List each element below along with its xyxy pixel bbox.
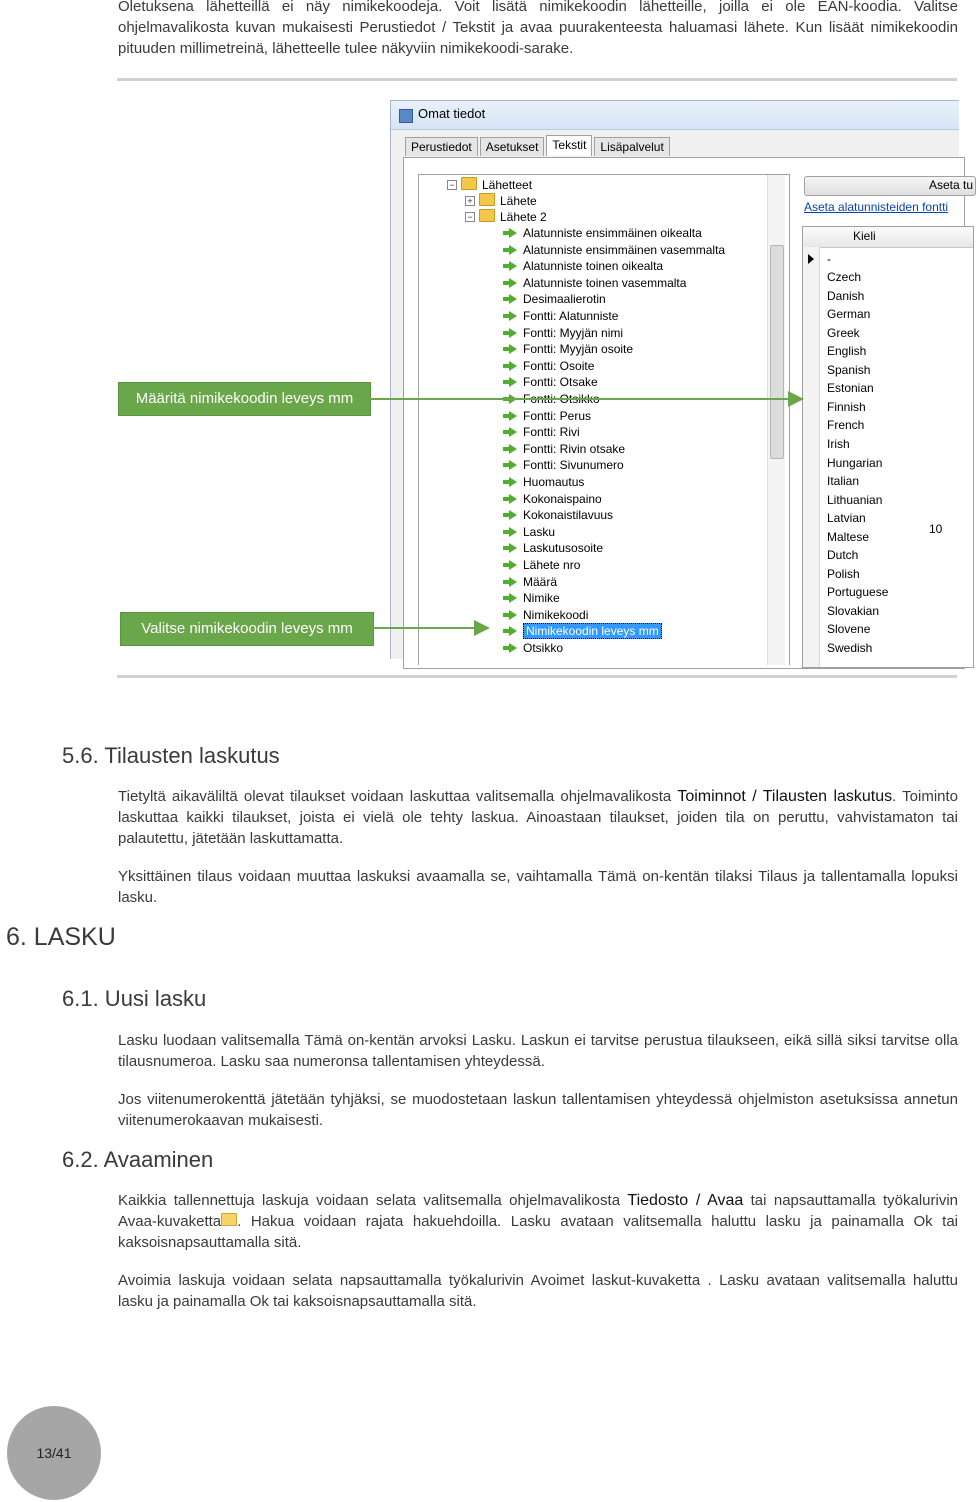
tree-item[interactable]	[503, 607, 588, 623]
text-tree	[418, 174, 790, 665]
green-arrow-icon	[509, 593, 517, 603]
tree-item[interactable]	[503, 640, 563, 656]
text-span: tai napsauttamalla työkalurivin Avaa-kuvaketta	[118, 1192, 959, 1230]
window-icon	[399, 109, 413, 123]
grid-row-language[interactable]: Danish	[827, 288, 865, 303]
grid-row-language[interactable]: Irish	[827, 436, 850, 451]
tree-item[interactable]	[503, 242, 725, 258]
grid-row-language[interactable]: Czech	[827, 270, 862, 284]
grid-row-language[interactable]: Maltese	[827, 529, 870, 544]
top-divider	[117, 78, 957, 81]
tree-item[interactable]	[503, 258, 663, 274]
menu-separator: /	[688, 1192, 708, 1209]
tree-item[interactable]	[503, 341, 633, 357]
grid-header-label: Kieli	[853, 229, 876, 243]
tree-item[interactable]	[503, 325, 623, 341]
green-arrow-icon	[509, 610, 517, 620]
grid-row-language[interactable]: Spanish	[827, 362, 871, 377]
grid-row-language[interactable]: Estonian	[827, 381, 874, 396]
grid-row-language[interactable]: German	[827, 307, 871, 322]
grid-row-language[interactable]: Slovakian	[827, 603, 880, 618]
menu-separator: /	[745, 788, 763, 805]
tree-node-label: Lähete	[500, 194, 537, 208]
section-5-6-p1	[118, 786, 958, 849]
tree-root-label: Lähetteet	[482, 178, 533, 192]
green-arrow-icon	[509, 294, 517, 304]
green-arrow-icon	[509, 460, 517, 470]
grid-row-default[interactable]: -	[827, 252, 831, 266]
tree-item[interactable]	[503, 457, 624, 473]
green-arrow-icon	[509, 361, 517, 371]
tree-item-label: Lähete nro	[523, 558, 581, 572]
green-arrow-icon	[509, 427, 517, 437]
grid-row-language[interactable]: Slovene	[827, 622, 871, 637]
section-6-1-p1: Lasku luodaan valitsemalla Tämä on-kentän arvoksi Lasku. Laskun ei tarvitse perustua tilaukseen, eikä sillä siksi tarvitse olla tilausnumeroa. Lasku saa numeronsa tallentamisen yhteydessä.	[118, 1032, 958, 1070]
grid-row-language[interactable]: Latvian	[827, 511, 866, 526]
heading-5-6: 5.6. Tilausten laskutus	[62, 743, 280, 768]
menu-keyword: Tiedosto	[627, 1192, 689, 1209]
tree-item[interactable]	[503, 374, 598, 390]
green-arrow-icon	[509, 477, 517, 487]
green-arrow-icon	[509, 577, 517, 587]
tree-item-label: Alatunniste ensimmäinen oikealta	[523, 226, 702, 240]
set-footer-button-label: Aseta tu	[929, 178, 974, 192]
green-arrow-icon	[509, 394, 517, 404]
green-arrow-icon	[509, 411, 517, 421]
grid-row-language[interactable]: Italian	[827, 474, 860, 489]
tree-item[interactable]	[503, 291, 606, 307]
tree-item-label: Kokonaispaino	[523, 491, 602, 506]
folder-icon	[461, 177, 477, 190]
tree-item-label: Fontti: Perus	[523, 408, 592, 423]
grid-row-language[interactable]: Finnish	[827, 399, 866, 414]
set-footer-font-link[interactable]: Aseta alatunnisteiden fontti	[804, 200, 949, 214]
tree-item-label: Fontti: Rivi	[523, 425, 580, 440]
section-6-1-p2: Jos viitenumerokenttä jätetään tyhjäksi, se muodostetaan laskun tallentamisen yhteydessä ohjelmiston asetuksissa annetun viitenumerokaavan mukaisesti.	[118, 1091, 958, 1129]
green-arrow-icon	[509, 543, 517, 553]
tree-item-label: Alatunniste toinen vasemmalta	[523, 275, 687, 290]
grid-row-language[interactable]: Polish	[827, 566, 860, 581]
tree-item[interactable]	[503, 590, 560, 606]
tree-item-label: Nimikekoodi	[523, 607, 589, 622]
page-number: 13/41	[7, 1406, 101, 1500]
tree-item-label: Desimaalierotin	[523, 292, 606, 307]
tree-item-label: Huomautus	[523, 475, 585, 489]
tab-asetukset[interactable]: Asetukset	[480, 137, 545, 156]
heading-6-1: 6.1. Uusi lasku	[62, 986, 207, 1011]
tree-item[interactable]	[503, 391, 600, 407]
tree-item-label: Alatunniste toinen oikealta	[523, 259, 664, 274]
tree-node-label: Lähete 2	[500, 210, 547, 224]
tree-item[interactable]	[503, 540, 603, 556]
tree-scrollbar[interactable]	[767, 175, 785, 665]
text-span: Tietyltä aikaväliltä olevat tilaukset voidaan laskuttaa valitsemalla ohjelmavalikosta	[118, 788, 678, 805]
folder-icon	[479, 193, 495, 206]
grid-row-language[interactable]: Portuguese	[827, 585, 889, 600]
tree-item-label: Fontti: Rivin otsake	[523, 441, 626, 456]
grid-row-language[interactable]: Lithuanian	[827, 492, 883, 507]
tree-item[interactable]	[503, 524, 555, 540]
expand-icon[interactable]: +	[465, 196, 475, 206]
green-arrow-icon	[509, 377, 517, 387]
tree-item[interactable]	[503, 491, 602, 507]
green-arrow-icon	[509, 510, 517, 520]
tree-item-label: Määrä	[523, 574, 558, 589]
intro-paragraph	[118, 0, 958, 59]
collapse-icon[interactable]: −	[465, 212, 475, 222]
grid-row-language[interactable]: Swedish	[827, 641, 873, 655]
section-5-6-body	[118, 786, 958, 908]
tab-panel	[403, 157, 974, 669]
tree-item[interactable]	[503, 441, 625, 457]
tree-item-label: Nimikekoodin leveys mm	[523, 623, 662, 639]
tree-item[interactable]	[503, 275, 686, 291]
callout-select-width: Valitse nimikekoodin leveys mm	[120, 612, 374, 646]
tree-item[interactable]	[503, 623, 662, 639]
green-arrow-icon	[509, 643, 517, 653]
tab-strip	[405, 135, 672, 157]
tree-item-label: Nimike	[523, 591, 560, 606]
green-arrow-icon	[509, 228, 517, 238]
heading-6-2: 6.2. Avaaminen	[62, 1147, 214, 1172]
green-arrow-icon	[509, 278, 517, 288]
green-arrow-icon	[509, 344, 517, 354]
menu-keyword: Avaa	[707, 1192, 744, 1209]
green-arrow-icon	[509, 311, 517, 321]
tree-item-label: Alatunniste ensimmäinen vasemmalta	[523, 242, 726, 257]
language-grid	[802, 226, 974, 668]
tree-item[interactable]	[503, 408, 591, 424]
set-footer-button[interactable]	[804, 176, 976, 196]
tree-item-label: Otsikko	[523, 641, 564, 655]
tree-item[interactable]	[503, 424, 580, 440]
tree-item[interactable]	[503, 574, 557, 590]
app-screenshot	[390, 100, 974, 659]
folder-icon	[479, 209, 495, 222]
window-title: Omat tiedot	[418, 106, 486, 121]
grid-row-language[interactable]: Dutch	[827, 548, 859, 563]
tree-node-lahete-2[interactable]	[465, 209, 547, 225]
bottom-divider	[117, 675, 957, 678]
tree-item-label: Kokonaistilavuus	[523, 508, 614, 523]
tree-item[interactable]	[503, 557, 580, 573]
tab-lisapalvelut[interactable]: Lisäpalvelut	[594, 137, 669, 156]
tree-root[interactable]	[447, 177, 532, 193]
green-arrow-icon	[509, 626, 517, 636]
text-span: Kaikkia tallennettuja laskuja voidaan selata valitsemalla ohjelmavalikosta	[118, 1192, 628, 1209]
tree-item-label: Lasku	[523, 524, 556, 539]
section-5-6-p2: Yksittäinen tilaus voidaan muuttaa laskuksi avaamalla se, vaihtamalla Tämä on-kentän tilaksi Tilaus ja tallentamalla lopuksi lasku.	[118, 868, 958, 906]
tree-item-label: Fontti: Myyjän osoite	[523, 342, 634, 357]
tree-item-label: Fontti: Sivunumero	[523, 458, 624, 473]
intro-text: Oletuksena lähetteillä ei näy nimikekoodeja. Voit lisätä nimikekoodin lähetteille, joilla ei ole EAN-koodia. Valitse ohjelmavalikosta kuvan mukaisesti Perustiedot / Tekstit ja avaa puurakenteesta haluamasi lähete. Kun lisäät nimikekoodin pituuden millimetreinä, lähetteelle tulee näkyviin nimikekoodi-sarake.	[118, 0, 958, 57]
tab-perustiedot[interactable]: Perustiedot	[405, 137, 478, 156]
grid-row-language[interactable]: Greek	[827, 325, 860, 340]
section-6-2-p1	[118, 1190, 958, 1253]
tree-item[interactable]	[503, 225, 702, 241]
callout-define-width: Määritä nimikekoodin leveys mm	[118, 382, 371, 416]
text-span: . Hakua voidaan rajata hakuehdoilla. Lasku avataan valitsemalla haluttu lasku ja painamalla Ok tai kaksoisnapsauttamalla sitä.	[118, 1213, 958, 1251]
tab-tekstit[interactable]: Tekstit	[546, 135, 592, 156]
green-arrow-icon	[509, 261, 517, 271]
green-arrow-icon	[509, 560, 517, 570]
grid-row-language[interactable]: French	[827, 418, 865, 433]
window-titlebar	[391, 101, 959, 130]
grid-row-language[interactable]: English	[827, 344, 867, 359]
scroll-thumb[interactable]	[770, 245, 784, 459]
green-arrow-icon	[509, 494, 517, 504]
finnish-value[interactable]: 10	[929, 522, 943, 536]
tree-item-label: Fontti: Osoite	[523, 358, 595, 373]
green-arrow-icon	[509, 245, 517, 255]
grid-row-language[interactable]: Hungarian	[827, 455, 883, 470]
section-6-2-p2: Avoimia laskuja voidaan selata napsauttamalla työkalurivin Avoimet laskut-kuvaketta . Lasku avataan valitsemalla haluttu lasku ja painamalla Ok tai kaksoisnapsauttamalla sitä.	[118, 1272, 958, 1310]
tree-item-label: Fontti: Otsikko	[523, 392, 600, 406]
collapse-icon[interactable]: −	[447, 180, 457, 190]
section-6-1-body	[118, 1030, 958, 1131]
menu-keyword: Toiminnot	[677, 788, 746, 805]
tree-item-label: Fontti: Alatunniste	[523, 309, 619, 323]
tree-item-label: Fontti: Myyjän nimi	[523, 325, 624, 340]
current-row-icon	[808, 254, 814, 264]
section-6-2-body	[118, 1190, 958, 1312]
heading-6: 6. LASKU	[6, 923, 116, 951]
green-arrow-icon	[509, 527, 517, 537]
menu-keyword: Tilausten laskutus	[762, 788, 893, 805]
tree-item-label: Laskutusosoite	[523, 541, 604, 556]
tree-item[interactable]	[503, 358, 594, 374]
green-arrow-icon	[509, 328, 517, 338]
tree-item[interactable]	[503, 474, 584, 490]
tree-item[interactable]	[503, 507, 613, 523]
tree-node-lahete[interactable]	[465, 193, 537, 209]
tree-item-label: Fontti: Otsake	[523, 375, 598, 390]
text-span: . Toiminto laskuttaa kaikki tilaukset, joista ei vielä ole tehty laskua. Ainoastaan tilaukset, joiden tila on peruttu, vahvistamaton tai palautettu, jätetään laskuttamatta.	[118, 788, 959, 847]
tree-item[interactable]	[503, 308, 618, 324]
open-folder-icon	[221, 1213, 237, 1226]
green-arrow-icon	[509, 444, 517, 454]
grid-row-headers	[803, 247, 820, 667]
grid-header	[803, 227, 973, 248]
